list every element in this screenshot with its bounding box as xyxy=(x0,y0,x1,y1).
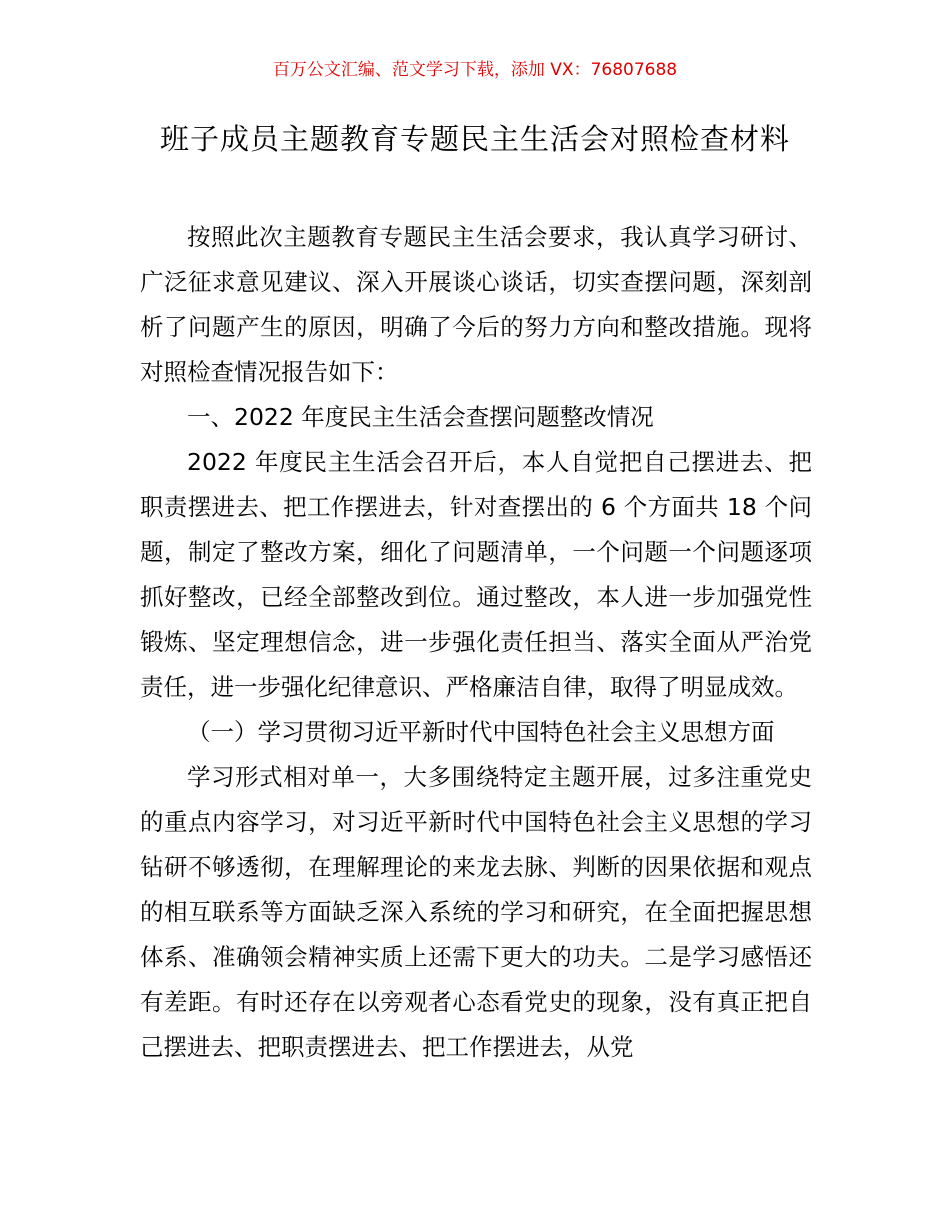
body-paragraph: 学习形式相对单一，大多围绕特定主题开展，过多注重党史的重点内容学习，对习近平新时代中国特色社会主义思想的学习钻研不够透彻，在理解理论的来龙去脉、判断的因果依据和观点的相互联系等方面缺乏深入系统的学习和研究，在全面把握思想体系、准确领会精神实质上还需下更大的功夫。二是学习感悟还有差距。有时还存在以旁观者心态看党史的现象，没有真正把自己摆进去、把职责摆进去、把工作摆进去，从党 xyxy=(140,763,812,1061)
subsection-heading-1: （一）学习贯彻习近平新时代中国特色社会主义思想方面 xyxy=(187,718,775,746)
document-body xyxy=(140,215,812,1070)
watermark-text: 百万公文汇编、范文学习下载，添加 VX：76807688 xyxy=(272,60,678,80)
section-heading-1: 一、2022 年度民主生活会查摆问题整改情况 xyxy=(187,403,654,431)
intro-paragraph: 按照此次主题教育专题民主生活会要求，我认真学习研讨、广泛征求意见建议、深入开展谈心谈话，切实查摆问题，深刻剖析了问题产生的原因，明确了今后的努力方向和整改措施。现将对照检查情况报告如下： xyxy=(140,223,812,386)
document-title: 班子成员主题教育专题民主生活会对照检查材料 xyxy=(159,122,790,156)
body-paragraph: 2022 年度民主生活会召开后，本人自觉把自己摆进去、把职责摆进去、把工作摆进去，针对查摆出的 6 个方面共 18 个问题，制定了整改方案，细化了问题清单，一个问题一个问题逐项抓好整改，已经全部整改到位。通过整改，本人进一步加强党性锻炼、坚定理想信念，进一步强化责任担当、落实全面从严治党责任，进一步强化纪律意识、严格廉洁自律，取得了明显成效。 xyxy=(140,448,812,701)
